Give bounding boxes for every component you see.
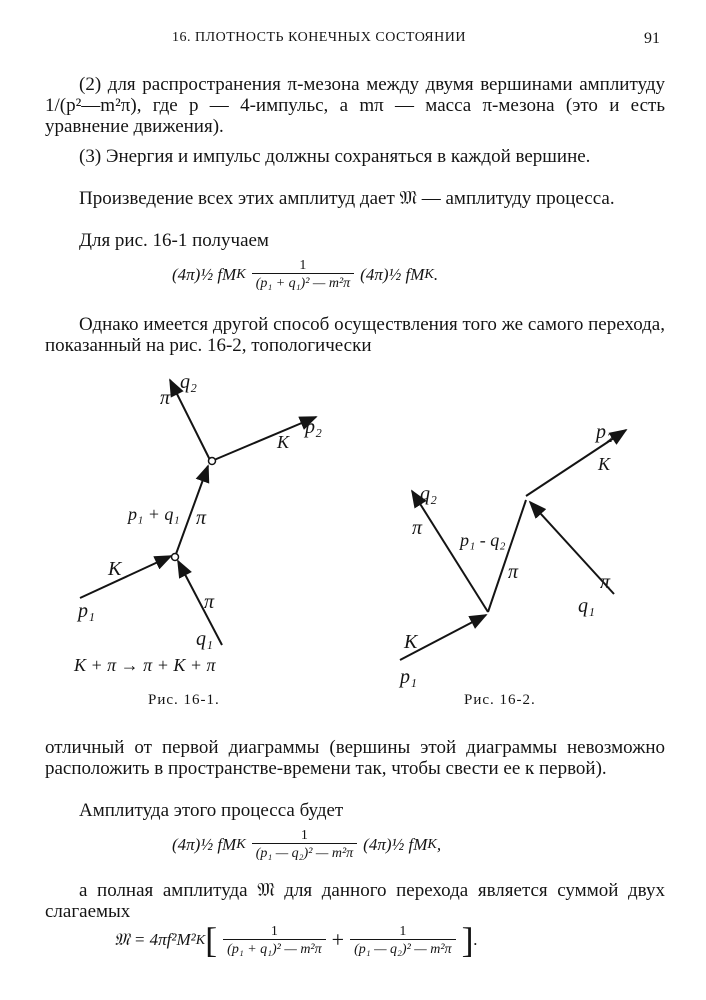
paragraph-conservation: (3) Энергия и импульс должны сохраняться в каждой вершине. bbox=[79, 146, 591, 167]
fig1-vertex-upper bbox=[209, 458, 216, 465]
fig1-label-pi-top: π bbox=[160, 387, 171, 409]
formula-subscript: K bbox=[427, 836, 437, 852]
fig1-label-q1: q₁ bbox=[196, 628, 213, 650]
fig2-label-q2: q₂ bbox=[420, 483, 437, 505]
fig2-label-k-bottom: K bbox=[404, 631, 418, 653]
fig2-label-pi-left: π bbox=[412, 517, 423, 539]
formula-suffix: (4π)½ fM bbox=[363, 834, 428, 854]
fig2-label-p1q2: p₁ - q₂ bbox=[460, 530, 506, 550]
paragraph-product: Произведение всех этих амплитуд дает 𝔐 — амплитуду процесса. bbox=[79, 188, 615, 209]
paragraph-total: а полная амплитуда 𝔐 для данного перехода является суммой двух слагаемых bbox=[45, 880, 665, 922]
paragraph-fig1-intro: Для рис. 16-1 получаем bbox=[79, 230, 269, 251]
fig1-label-p2: p₂ bbox=[305, 416, 322, 438]
formula-subscript: K bbox=[195, 931, 206, 948]
fraction-numerator: 1 bbox=[399, 923, 407, 939]
paragraph-fig2-intro: Амплитуда этого процесса будет bbox=[79, 800, 344, 821]
fig2-label-k-top: K bbox=[598, 454, 611, 474]
fig2-label-p2: p₂ bbox=[596, 421, 613, 443]
fraction-denominator: (p₁ + q₁)² — m²π bbox=[252, 273, 354, 291]
fig2-line-pion-propagator bbox=[488, 500, 526, 612]
caption-fig2: Рис. 16-2. bbox=[464, 692, 536, 708]
fraction-numerator: 1 bbox=[299, 258, 307, 273]
paragraph-propagation: (2) для распространения π-мезона между двумя вершинами амплитуду 1/(p²—m²π), где p — 4-импульс, а mπ — масса π-мезона (это и есть уравнение движения). bbox=[45, 74, 665, 137]
fraction bbox=[252, 258, 354, 291]
running-title: 16. ПЛОТНОСТЬ КОНЕЧНЫХ СОСТОЯНИИ bbox=[172, 30, 466, 45]
formula-fig2 bbox=[172, 828, 441, 861]
formula-total bbox=[114, 922, 478, 958]
fraction-denominator: (p₁ — q₂)² — m²π bbox=[252, 843, 357, 861]
fraction bbox=[252, 828, 357, 861]
fig1-label-q2: q₂ bbox=[180, 371, 197, 393]
bracket-left: [ bbox=[205, 920, 218, 960]
formula-fig1 bbox=[172, 258, 438, 291]
fig1-line-kaon-in bbox=[80, 556, 171, 598]
formula-end: . bbox=[433, 264, 439, 284]
formula-subscript: K bbox=[424, 266, 434, 282]
formula-lhs: 𝔐 = 4πf²M² bbox=[114, 930, 196, 949]
formula-prefix: (4π)½ fM bbox=[172, 834, 237, 854]
formula-end: , bbox=[436, 834, 442, 854]
fraction-numerator: 1 bbox=[300, 828, 308, 843]
page-header bbox=[150, 30, 660, 50]
feynman-diagrams bbox=[0, 360, 706, 720]
fig1-label-p1: p₁ bbox=[78, 600, 95, 622]
fraction-numerator: 1 bbox=[270, 923, 278, 939]
fraction bbox=[350, 924, 455, 957]
caption-fig1: Рис. 16-1. bbox=[148, 692, 220, 708]
formula-prefix: (4π)½ fM bbox=[172, 264, 237, 284]
page-number: 91 bbox=[644, 30, 660, 47]
fraction bbox=[223, 924, 325, 957]
formula-subscript: K bbox=[236, 836, 246, 852]
paragraph-topology: отличный от первой диаграммы (вершины этой диаграммы невозможно расположить в пространстве-времени так, чтобы свести ее к первой). bbox=[45, 737, 665, 779]
paragraph-second-way: Однако имеется другой способ осуществления того же самого перехода, показанный на рис. 16-2, топологически bbox=[45, 314, 665, 356]
fig1-reaction: K + π → π + K + π bbox=[74, 655, 216, 675]
fig1-line-kaon-out bbox=[214, 417, 316, 460]
fig2-label-p1: p₁ bbox=[400, 666, 417, 688]
formula-end: . bbox=[473, 930, 478, 949]
bracket-right: ] bbox=[461, 920, 474, 960]
fig1-label-pi-mid: π bbox=[196, 507, 207, 529]
fig2-label-pi-mid: π bbox=[508, 561, 519, 583]
formula-subscript: K bbox=[236, 266, 246, 282]
fig1-label-k-bottom: K bbox=[108, 558, 122, 580]
fig1-label-k-top: K bbox=[277, 432, 290, 452]
fraction-denominator: (p₁ — q₂)² — m²π bbox=[350, 939, 455, 957]
formula-suffix: (4π)½ fM bbox=[360, 264, 425, 284]
fig1-vertex-lower bbox=[172, 554, 179, 561]
fig2-line-pion-out bbox=[412, 491, 488, 612]
fig2-label-q1: q₁ bbox=[578, 595, 595, 617]
fig1-label-p1q1: p₁ + q₁ bbox=[128, 504, 180, 524]
plus-sign: + bbox=[331, 927, 345, 952]
fraction-denominator: (p₁ + q₁)² — m²π bbox=[223, 939, 325, 957]
fig1-label-pi-bottom: π bbox=[204, 591, 215, 613]
fig2-label-pi-right: π bbox=[600, 571, 611, 593]
